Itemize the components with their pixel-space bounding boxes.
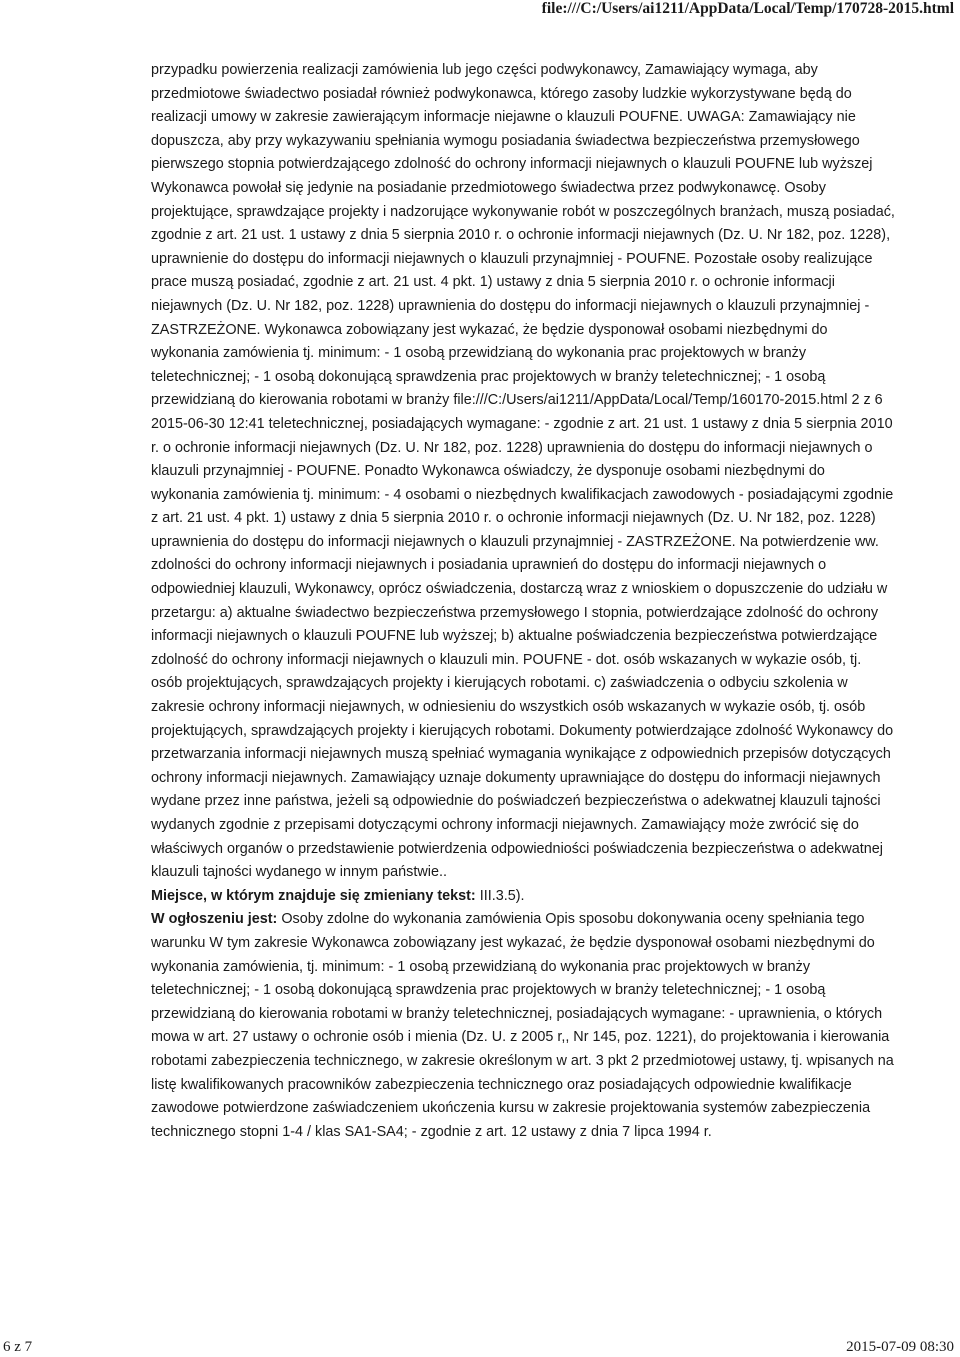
announcement-label: W ogłoszeniu jest: — [151, 911, 278, 928]
change-location-line — [151, 885, 896, 909]
change-location-value: III.3.5). — [479, 887, 525, 904]
page-url-header: file:///C:/Users/ai1211/AppData/Local/Temp/170728-2015.html — [541, 0, 954, 17]
body-paragraph: przypadku powierzenia realizacji zamówienia lub jego części podwykonawcy, Zamawiający wymaga, aby przedmiotowe świadectwo posiadał również podwykonawca, którego zasoby ludzkie wykorzystywane będą do realizacji umowy w zakresie zawierającym informacje niejawne o klauzuli POUFNE. UWAGA: Zamawiający nie dopuszcza, aby przy wykazywaniu spełniania wymogu posiadania świadectwa bezpieczeństwa przemysłowego pierwszego stopnia potwierdzającego zdolność do ochrony informacji niejawnych o klauzuli POUFNE lub wyższej Wykonawca powołał się jedynie na posiadanie przedmiotowego świadectwa przez podwykonawcę. Osoby projektujące, sprawdzające projekty i nadzorujące wykonywanie robót w poszczególnych branżach, muszą posiadać, zgodnie z art. 21 ust. 1 ustawy z dnia 5 sierpnia 2010 r. o ochronie informacji niejawnych (Dz. U. Nr 182, poz. 1228), uprawnienie do dostępu do informacji niejawnych o klauzuli przynajmniej - POUFNE. Pozostałe osoby realizujące prace muszą posiadać, zgodnie z art. 21 ust. 4 pkt. 1) ustawy z dnia 5 sierpnia 2010 r. o ochronie informacji niejawnych (Dz. U. Nr 182, poz. 1228) uprawnienia do dostępu do informacji niejawnych o klauzuli przynajmniej - ZASTRZEŻONE. Wykonawca zobowiązany jest wykazać, że będzie dysponował osobami niezbędnymi do wykonania zamówienia tj. minimum: - 1 osobą przewidzianą do wykonania prac projektowych w branży teletechnicznej; - 1 osobą dokonującą sprawdzenia prac projektowych w branży teletechnicznej; - 1 osobą przewidzianą do kierowania robotami w branży file:///C:/Users/ai1211/AppData/Local/Temp/160170-2015.html 2 z 6 2015-06-30 12:41 teletechnicznej, posiadających wymagane: - zgodnie z art. 21 ust. 1 ustawy z dnia 5 sierpnia 2010 r. o ochronie informacji niejawnych (Dz. U. Nr 182, poz. 1228) uprawnienia do dostępu do informacji niejawnych o klauzuli przynajmniej - POUFNE. Ponadto Wykonawca oświadczy, że dysponuje osobami niezbędnymi do wykonania zamówienia tj. minimum: - 4 osobami o niezbędnych kwalifikacjach zawodowych - posiadającymi zgodnie z art. 21 ust. 4 pkt. 1) ustawy z dnia 5 sierpnia 2010 r. o ochronie informacji niejawnych (Dz. U. Nr 182, poz. 1228) uprawnienia do dostępu do informacji niejawnych o klauzuli przynajmniej - ZASTRZEŻONE. Na potwierdzenie ww. zdolności do ochrony informacji niejawnych i posiadania uprawnień do dostępu do informacji niejawnych o odpowiedniej klauzuli, Wykonawcy, oprócz oświadczenia, dostarczą wraz z wnioskiem o dopuszczenie do udziału w przetargu: a) aktualne świadectwo bezpieczeństwa przemysłowego I stopnia, potwierdzające zdolność do ochrony informacji niejawnych o klauzuli POUFNE lub wyższej; b) aktualne poświadczenia bezpieczeństwa potwierdzające zdolność do ochrony informacji niejawnych o klauzuli min. POUFNE - dot. osób wskazanych w wykazie osób, tj. osób projektujących, sprawdzających projekty i kierujących robotami. c) zaświadczenia o odbyciu szkolenia w zakresie ochrony informacji niejawnych, w odniesieniu do wszystkich osób wskazanych w wykazie osób, tj. osób projektujących, sprawdzających projekty i kierujących robotami. Dokumenty potwierdzające zdolność Wykonawcy do przetwarzania informacji niejawnych muszą spełniać wymagania wynikające z odpowiednich przepisów dotyczących ochrony informacji niejawnych. Zamawiający uznaje dokumenty uprawniające do dostępu do informacji niejawnych wydane przez inne państwa, jeżeli są odpowiednie do poświadczeń bezpieczeństwa o adekwatnej klauzuli tajności wydanych zgodnie z przepisami dotyczącymi ochrony informacji niejawnych. Zamawiający może zwrócić się do właściwych organów o przedstawienie potwierdzenia odpowiedniości poświadczenia bezpieczeństwa o adekwatnej klauzuli tajności wydanego w innym państwie.. — [151, 62, 895, 881]
announcement-text-line — [151, 908, 896, 1144]
announcement-value: Osoby zdolne do wykonania zamówienia Opis sposobu dokonywania oceny spełniania tego warunku W tym zakresie Wykonawca zobowiązany jest wykazać, że będzie dysponował osobami niezbędnymi do wykonania zamówienia, tj. minimum: - 1 osobą przewidzianą do wykonania prac projektowych w branży teletechnicznej; - 1 osobą dokonującą sprawdzenia prac projektowych w branży teletechnicznej; - 1 osobą przewidzianą do kierowania robotami w branży teletechnicznej, posiadających wymagane: - uprawnienia, o których mowa w art. 27 ustawy o ochronie osób i mienia (Dz. U. z 2005 r,, Nr 145, poz. 1221), do projektowania i kierowania robotami zabezpieczenia technicznego, w zakresie określonym w art. 3 pkt 2 przedmiotowej ustawy, tj. wpisanych na listę kwalifikowanych pracowników zabezpieczenia technicznego oraz posiadających odpowiednie kwalifikacje zawodowe potwierdzone zaświadczeniem ukończenia kursu w zakresie projektowania systemów zabezpieczenia technicznego stopni 1-4 / klas SA1-SA4; - zgodnie z art. 12 ustawy z dnia 7 lipca 1994 r. — [151, 911, 894, 1140]
print-timestamp: 2015-07-09 08:30 — [846, 1339, 954, 1355]
document-body — [151, 59, 896, 1144]
change-location-label: Miejsce, w którym znajduje się zmieniany tekst: — [151, 887, 476, 904]
page-number: 6 z 7 — [3, 1339, 33, 1355]
